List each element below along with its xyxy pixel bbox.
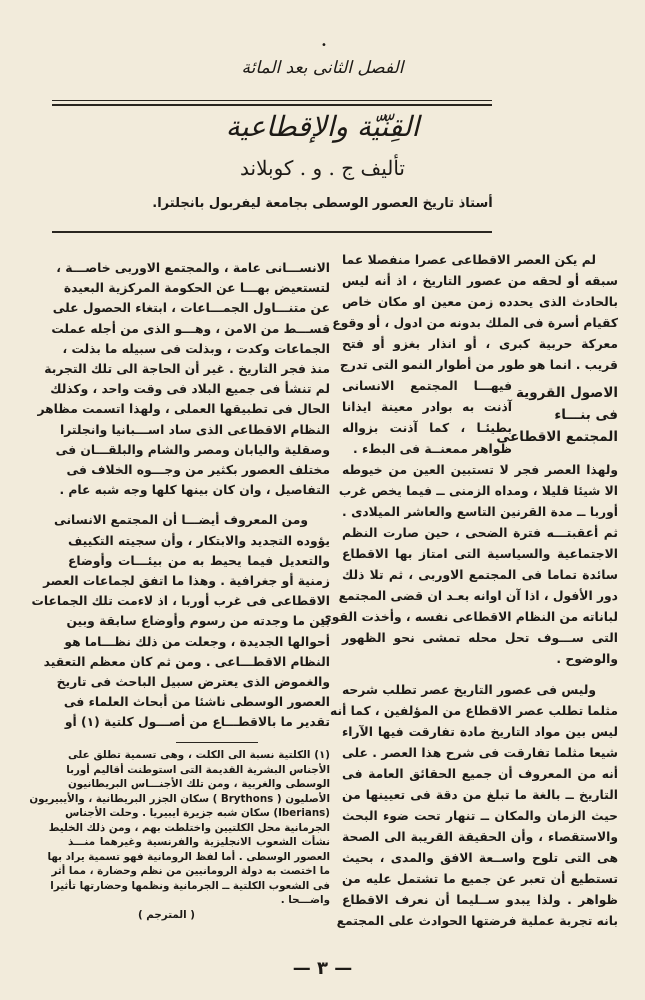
- text-line: ولهذا العصر فجر لا تستبين العين من خيوطه: [342, 463, 618, 477]
- text-line: مثلما تطلب عصر الاقطاع من المؤلفين ، كما أنه: [330, 704, 618, 718]
- text-line: تستطيع أن تعبر عن جميع ما تشتمل عليه من: [342, 872, 618, 886]
- chapter-heading: الفصل الثانى بعد المائة: [241, 58, 404, 78]
- text-line: أنه من المعروف أن جميع الحقائق العامة فى: [342, 767, 618, 781]
- text-line: قســـط من الامن ، وهـــو الذى من أجله عملت: [51, 321, 330, 336]
- text-line: كقيام أسرة فى الملك بدونه من ادول ، أو وقوع: [332, 316, 618, 330]
- text-line: يؤوده التجديد والابتكار ، وأن سجيته التكييف: [68, 533, 330, 548]
- paragraph-5: [31, 510, 330, 732]
- footnote-line: نشأت الشعوب الانجليزية والفرنسية وغيرهما منـــذ: [68, 836, 330, 848]
- text-line: قريب . انما هو طور من أطوار النمو التى تدرج: [339, 358, 618, 372]
- footnote-line: ما اختصت به دولة الرومانيين من نظم وحضارة ، مما أثر: [51, 865, 330, 877]
- text-line: ظواهر ممعنــة فى البطء .: [353, 442, 512, 456]
- text-line: لباناته من النظام الاقطاعى نفسه ، وأخذت القوى: [320, 610, 618, 624]
- text-line: ومن المعروف أيضـــا أن المجتمع الانسانى: [54, 513, 308, 528]
- footnote-line: الأصليون ( Brythons ) سكان الجزر البريطانية ، والأيبيريون: [29, 792, 330, 805]
- text-line: ليس بين مواد التاريخ مادة تفارقت فيها الآراء: [342, 725, 618, 739]
- text-line: وصقلية واليابان ومصر والشام والبلقـــان فى: [55, 442, 330, 457]
- text-line: بطيئـا ، كما آذنت بزواله: [342, 421, 512, 435]
- text-line: عن متنـــاول الجمـــاعات ، ابتغاء الحصول على: [52, 301, 330, 316]
- left-column: [31, 258, 330, 733]
- footnote-line: العصور الوسطى . أما لفظ الرومانية فهو تسمية يراد بها: [47, 850, 330, 863]
- text-line: والوضوح .: [556, 652, 618, 666]
- text-line: وليس فى عصور التاريخ عصر تطلب شرحه: [341, 683, 596, 697]
- footnote-line: (Iberians) سكان شبه جزيرة ايبيريا . وحلت الأجناس: [65, 807, 330, 819]
- text-line: التاريخ ــ بالغة ما تبلغ من دقة فى تعيينها من: [342, 788, 618, 802]
- footnote-line: فى الشعوب الكلتية ــ الجرمانية ونظمها وحضارتها تأثيرا: [50, 879, 330, 892]
- text-line: آذنت به بوادر معينة ايذانا: [342, 400, 512, 414]
- text-line: معركة حربية كبرى ، أو انذار بغزو أو فتح: [342, 337, 618, 351]
- paragraph-4: [37, 258, 330, 500]
- text-line: هى التى تلوح واســعة الافق والمدى ، بحيث: [342, 851, 618, 865]
- paragraph-2: [320, 460, 618, 670]
- text-line: النظام الاقطـــاعى . ومن ثم كان معظم التعقيد: [43, 654, 330, 669]
- text-line: ثم أعقبتـــه فترة الضحى ، حين صارت النظم: [342, 526, 618, 540]
- text-line: بالحادث الذى يحدده زمن معين او مكان خاص: [342, 295, 618, 309]
- text-line: تقدير ما بالاقطـــاع من أصـــول كلتية (١) أو: [64, 715, 330, 730]
- text-line: لم يكن العصر الاقطاعى عصرا منفصلا عما: [342, 253, 596, 267]
- side-heading-line: المجتمع الاقطاعى: [496, 429, 618, 445]
- text-line: مختلف العصور بكثير من وجـــوه الخلاف فى: [66, 463, 330, 478]
- right-column: [320, 250, 618, 932]
- paragraph-3: [330, 680, 618, 932]
- author-line: تأليف ج . و . كوبلاند: [240, 156, 405, 180]
- text-line: شيعا مثلما تفارقت فى شرح هذا العصر . على: [342, 746, 618, 760]
- text-line: والتعديل فيما يحيط به من بيئـــات وأوضاع: [68, 553, 330, 568]
- text-line: والاستقصاء ، وأن الحقيقة القريبة الى الصحة: [342, 830, 618, 844]
- text-line: الحال فى تطبيقها العملى ، ولهذا اتسمت مظاهر: [37, 402, 330, 417]
- text-line: العصور الوسطى ناشئا من أبحاث العلماء فى: [63, 695, 330, 710]
- footnote-line: واضـــحا .: [280, 894, 330, 906]
- side-heading-line: فى بنـــاء: [554, 407, 618, 423]
- text-line: سائدة تماما فى المجتمع الاوربى ، ثم تلا ذلك: [342, 568, 618, 582]
- text-line: لتستعيض بهـــا عن الحكومة المركزية البعيدة: [63, 281, 330, 296]
- side-heading-line: الاصول القروية: [515, 385, 618, 401]
- text-line: التى ســـوف تحل محله تمشى نحو الظهور: [342, 631, 618, 645]
- side-heading-block: [342, 376, 618, 460]
- author-affiliation: أستاذ تاريخ العصور الوسطى بجامعة ليفربول بانجلترا.: [152, 196, 493, 211]
- text-line: دور الأفول ، اذا آن اوانه بعـد ان قضى المجتمع: [338, 589, 618, 603]
- text-line: منذ فجر التاريخ . غير أن الحاجة الى تلك التجربة: [44, 362, 330, 377]
- text-line: أحوالها الجديدة ، وجعلت من ذلك نظـــاما هو: [64, 634, 330, 649]
- text-line: التفاصيل ، وان كان بينها كلها وجه شبه عام .: [59, 483, 330, 498]
- text-line: الجماعات وكدت ، وبذلت فى سبيله ما بذلت ،: [62, 341, 330, 356]
- title-rule: [52, 231, 492, 233]
- page-number: — ٣ —: [292, 958, 353, 979]
- footnote-line: الوسطى والغربية ، ومن تلك الأجنـــاس البريطانيون: [68, 778, 330, 790]
- text-line: الا شيئا قليلا ، ومداه الزمنى ــ فيما يخص غرب: [338, 484, 618, 498]
- text-line: ظواهر . ولذا يبدو ســليما أن نعرف الاقطاع: [342, 893, 618, 907]
- article-title: القِنّيّة والإقطاعية: [225, 110, 420, 143]
- text-line: لم تنشأ فى جميع البلاد فى وقت واحد ، وكذلك: [50, 382, 330, 397]
- text-line: بين ما وجدته من رسوم وأوضاع سابقة وبين: [66, 614, 330, 629]
- text-line: الانســـانى عامة ، والمجتمع الاوربى خاصـــة ،: [56, 261, 330, 275]
- footnote-signature: ( المترجم ): [138, 908, 195, 921]
- text-line: والغموض الذى يعترض سبيل الباحث فى تاريخ: [56, 675, 330, 690]
- text-line: الاقطاعى فى غرب أوربا ، اذ لاءمت تلك الجماعات: [31, 594, 330, 609]
- footnote-rule: [176, 742, 258, 743]
- paragraph-1-continued: [342, 376, 512, 460]
- text-line: الاجتماعية والسياسية التى امتاز بها الاقطاع: [342, 547, 618, 561]
- header-rule-thick: [52, 104, 492, 106]
- text-line: النظام الاقطاعى الذى ساد اســـبانيا وانجلترا: [59, 422, 330, 437]
- footnote: [29, 748, 330, 922]
- text-line: سبقه أو لحقه من عصور التاريخ ، اذ أنه ليس: [342, 274, 618, 288]
- footnote-line: الأجناس البشرية القديمة التى استوطنت أقاليم أوربا: [66, 763, 330, 776]
- print-mark: •: [321, 40, 327, 51]
- text-line: أوربا ــ مدة القرنين التاسع والعاشر الميلادى .: [342, 505, 618, 519]
- paragraph-1: [332, 250, 618, 376]
- text-line: حيث الزمان والمكان ــ تنهار تحت ضوء البحث: [342, 809, 618, 823]
- side-heading: [496, 376, 618, 460]
- text-line: بانه تجربة عملية فرضتها الحوادث على المجتمع: [336, 914, 618, 928]
- text-line: زمنية أو جغرافية . وهذا ما اتفق لجماعات العصر: [43, 574, 330, 589]
- footnote-line: (١) الكلتية نسبة الى الكلت ، وهى تسمية تطلق على: [68, 749, 330, 761]
- header-rule-thin: [52, 100, 492, 101]
- text-line: فيهـــا المجتمع الانسانى: [342, 379, 512, 393]
- footnote-line: الجرمانية محل الكلتيين واختلطت بهم ، ومن ذلك الخليط: [48, 821, 330, 834]
